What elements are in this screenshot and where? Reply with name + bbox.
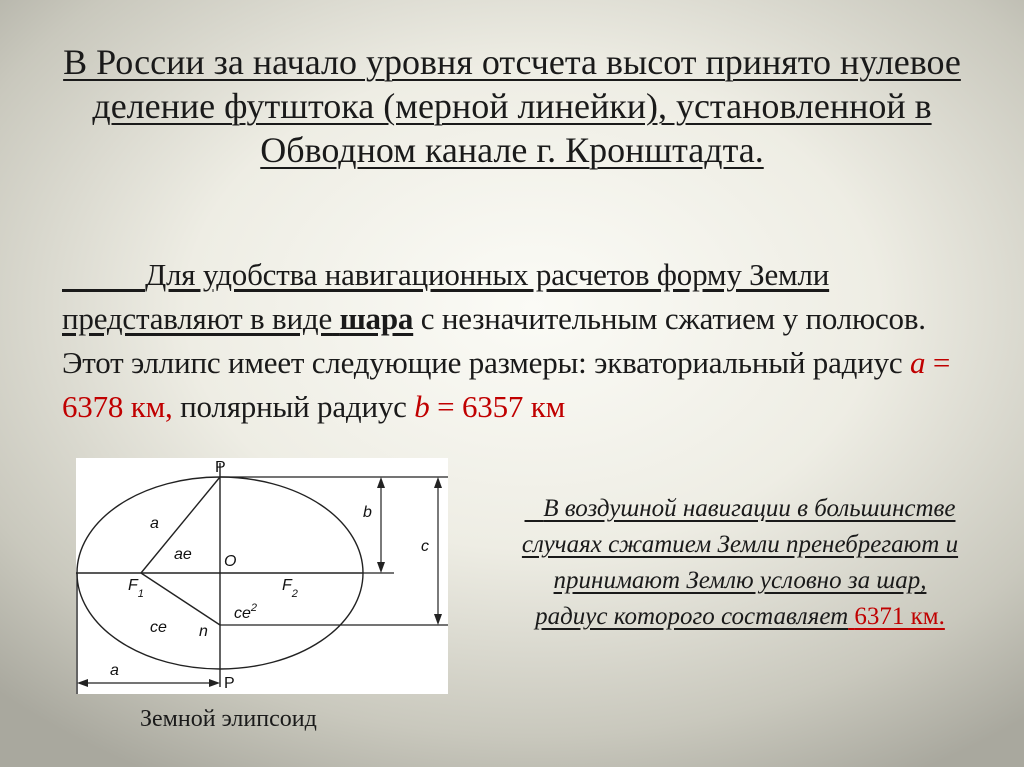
label-ce2: $ce^2$ bbox=[234, 602, 258, 622]
diagram-caption: Земной элипсоид bbox=[140, 706, 317, 732]
ellipsoid-diagram bbox=[76, 458, 448, 694]
label-a-bottom: a bbox=[110, 662, 119, 679]
c-arrow-bottom bbox=[434, 614, 442, 625]
slide-title: В России за начало уровня отсчета высот принято нулевое деление футштока (мерной линейки), установленной в Обводном канале г. Кронштадта. bbox=[63, 42, 961, 170]
aviation-radius-value: 6371 км. bbox=[854, 603, 945, 630]
label-ae: ae bbox=[174, 546, 192, 563]
a-arrow-right bbox=[209, 679, 220, 687]
label-O: O bbox=[224, 553, 237, 570]
main-paragraph bbox=[62, 253, 962, 429]
hidden-line bbox=[220, 477, 363, 573]
label-a-slant: a bbox=[150, 515, 159, 532]
label-n: n bbox=[199, 623, 208, 640]
b-arrow-bottom bbox=[377, 562, 385, 573]
label-P-bottom: P bbox=[224, 675, 235, 692]
polar-radius: b = 6357 км bbox=[414, 389, 566, 424]
c-arrow-top bbox=[434, 477, 442, 488]
bold-shar: шара bbox=[339, 301, 414, 336]
equatorial-radius: a = 6378 км, bbox=[62, 345, 951, 424]
polar-label: полярный радиус bbox=[180, 389, 407, 424]
paragraph-intro: Для удобства навигационных расчетов форму Земли представляют в виде шара bbox=[62, 257, 830, 336]
line-ce bbox=[141, 573, 220, 625]
aviation-note-text: В воздушной навигации в большинстве случаях сжатием Земли пренебрегают и принимают Землю условно за шар, радиус которого составляет bbox=[521, 495, 959, 630]
label-F1: $F_1$ bbox=[128, 577, 144, 600]
b-arrow-top bbox=[377, 477, 385, 488]
label-c: c bbox=[421, 538, 429, 555]
label-F2: $F_2$ bbox=[282, 577, 298, 600]
label-b: b bbox=[363, 504, 372, 521]
a-arrow-left bbox=[77, 679, 88, 687]
paragraph-text: с незначительным сжатием у полюсов. Этот эллипс имеет следующие размеры: экваториальный радиус bbox=[62, 301, 926, 380]
ellipsoid-svg bbox=[76, 458, 448, 694]
label-P-top: P bbox=[215, 459, 226, 476]
aviation-note bbox=[520, 491, 960, 635]
label-ce: ce bbox=[150, 619, 167, 636]
